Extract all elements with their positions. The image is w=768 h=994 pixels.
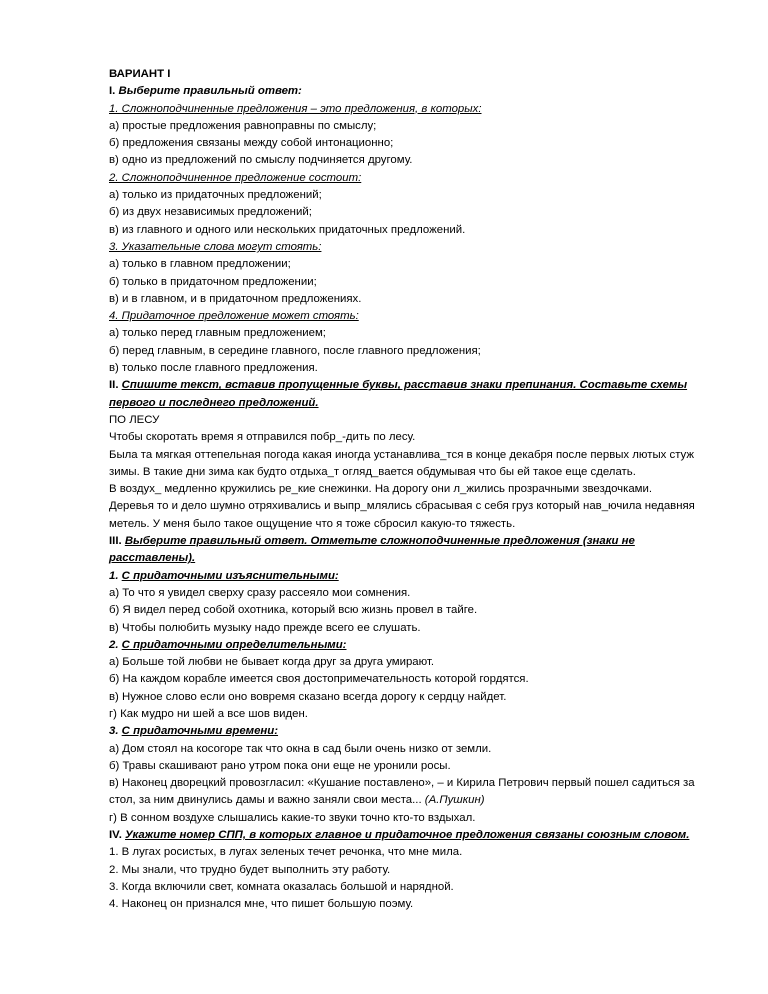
- answer-option: б) перед главным, в середине главного, после главного предложения;: [109, 344, 481, 357]
- question-3-3: 3. С придаточными времени:: [109, 725, 279, 738]
- text-line: В воздух_ медленно кружились ре_кие снежинки. На дорогу они л_жились прозрачными звездочками.: [109, 483, 653, 496]
- text-line: метель. У меня было такое ощущение что я тоже сбросил какую-то тяжесть.: [109, 517, 516, 530]
- answer-option: а) только в главном предложении;: [109, 258, 291, 271]
- list-item: 3. Когда включили свет, комната оказалась большой и нарядной.: [109, 880, 454, 893]
- section-3-title: III. Выберите правильный ответ. Отметьте сложноподчиненные предложения (знаки не: [109, 535, 635, 548]
- text-heading: ПО ЛЕСУ: [109, 413, 160, 426]
- answer-option: б) Травы скашивают рано утром пока они еще не уронили росы.: [109, 759, 451, 772]
- section-4-title: IV. Укажите номер СПП, в которых главное и придаточное предложения связаны союзным словом.: [109, 829, 690, 842]
- answer-option: а) То что я увидел сверху сразу рассеяло мои сомнения.: [109, 586, 411, 599]
- section-2-title-cont: первого и последнего предложений.: [109, 396, 319, 409]
- text-line: зимы. В такие дни зима как будто отдыха_т огляд_вается обдумывая что бы ей такое еще сделать.: [109, 465, 636, 478]
- document-page: [109, 66, 729, 914]
- answer-option-cont: стол, за ним двинулись дамы и важно заняли свои места... (А.Пушкин): [109, 794, 485, 807]
- answer-option: а) простые предложения равноправны по смыслу;: [109, 119, 377, 132]
- list-item: 1. В лугах росистых, в лугах зеленых течет речонка, что мне мила.: [109, 846, 463, 859]
- answer-option: г) Как мудро ни шей а все шов виден.: [109, 707, 308, 720]
- section-2-title: II. Спишите текст, вставив пропущенные буквы, расставив знаки препинания. Составьте схемы: [109, 379, 688, 392]
- answer-option: в) только после главного предложения.: [109, 362, 318, 375]
- answer-option: а) Больше той любви не бывает когда друг за друга умирают.: [109, 656, 435, 669]
- answer-option: в) Наконец дворецкий провозгласил: «Кушание поставлено», – и Кирила Петрович первый пошел садиться за: [109, 777, 695, 790]
- section-1-title: I. Выберите правильный ответ:: [109, 85, 302, 98]
- answer-option: а) только из придаточных предложений;: [109, 189, 322, 202]
- list-item: 4. Наконец он признался мне, что пишет большую поэму.: [109, 898, 414, 911]
- answer-option: б) из двух независимых предложений;: [109, 206, 312, 219]
- question-3-1: 1. С придаточными изъяснительными:: [109, 569, 339, 582]
- answer-option: в) Нужное слово если оно вовремя сказано всегда дорогу к сердцу найдет.: [109, 690, 507, 703]
- answer-option: а) Дом стоял на косогоре так что окна в сад были очень низко от земли.: [109, 742, 492, 755]
- answer-option: в) одно из предложений по смыслу подчиняется другому.: [109, 154, 413, 167]
- answer-option: б) только в придаточном предложении;: [109, 275, 317, 288]
- quote-source: (А.Пушкин): [424, 794, 485, 807]
- question-1-2: 2. Сложноподчиненное предложение состоит:: [109, 171, 362, 184]
- question-3-2: 2. С придаточными определительными:: [109, 638, 347, 651]
- section-3-title-cont: расставлены).: [109, 552, 196, 565]
- text-line: Была та мягкая оттепельная погода какая иногда устанавлива_тся в конце декабря после первых лютых стуж: [109, 448, 694, 461]
- answer-option: б) предложения связаны между собой интонационно;: [109, 137, 394, 150]
- answer-option: г) В сонном воздухе слышались какие-то звуки точно кто-то вздыхал.: [109, 811, 476, 824]
- text-line: Деревья то и дело шумно отряхивались и выпр_млялись сбрасывая с себя груз который нав_ючила недавняя: [109, 500, 695, 513]
- answer-option: а) только перед главным предложением;: [109, 327, 326, 340]
- answer-option: в) из главного и одного или нескольких придаточных предложений.: [109, 223, 466, 236]
- answer-option: б) На каждом корабле имеется своя достопримечательность которой гордятся.: [109, 673, 529, 686]
- question-1-1: 1. Сложноподчиненные предложения – это предложения, в которых:: [109, 102, 482, 115]
- variant-heading: ВАРИАНТ I: [109, 68, 171, 80]
- answer-option: б) Я видел перед собой охотника, который всю жизнь провел в тайге.: [109, 604, 478, 617]
- question-1-3: 3. Указательные слова могут стоять:: [109, 240, 322, 253]
- answer-option: в) и в главном, и в придаточном предложениях.: [109, 292, 362, 305]
- list-item: 2. Мы знали, что трудно будет выполнить эту работу.: [109, 863, 391, 876]
- answer-option: в) Чтобы полюбить музыку надо прежде всего ее слушать.: [109, 621, 421, 634]
- question-1-4: 4. Придаточное предложение может стоять:: [109, 310, 359, 323]
- text-line: Чтобы скоротать время я отправился побр_-дить по лесу.: [109, 431, 416, 444]
